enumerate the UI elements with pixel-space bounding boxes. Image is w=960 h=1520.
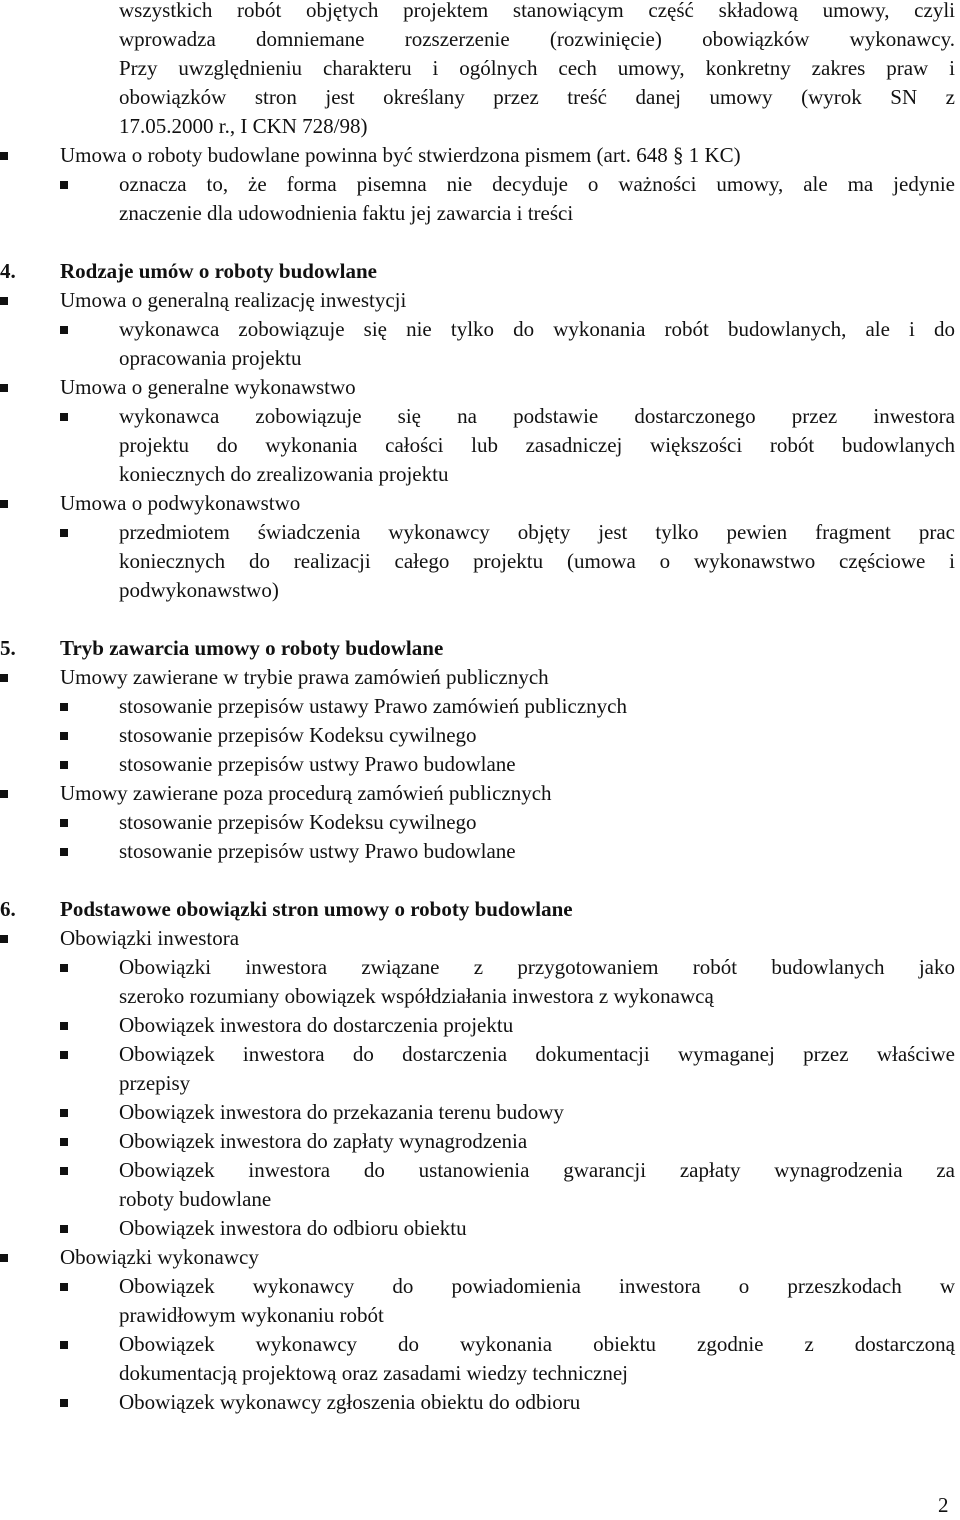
s6-con-2-line-1: Obowiązek wykonawcy do wykonania obiektu zgodnie z dostarczoną [119,1332,955,1356]
s4-item-1-sub-line-1: wykonawca zobowiązuje się nie tylko do wykonania robót budowlanych, ale i do [119,317,955,341]
s6-con-1-line-2: prawidłowym wykonaniu robót [119,1303,384,1327]
bullet-square-icon [60,848,68,856]
s5-item-1-sub-2: stosowanie przepisów Kodeksu cywilnego [119,723,477,747]
bullet-square-icon [60,413,68,421]
s6-con-1-line-1: Obowiązek wykonawcy do powiadomienia inwestora o przeszkodach w [119,1274,955,1298]
bullet-square-icon [60,1109,68,1117]
s6-inv-1-line-2: szeroko rozumiany obowiązek współdziałania inwestora z wykonawcą [119,984,714,1008]
s5-item-1-sub-3: stosowanie przepisów ustwy Prawo budowlane [119,752,516,776]
bullet-square-icon [60,1283,68,1291]
s5-item-1-sub-1: stosowanie przepisów ustawy Prawo zamówień publicznych [119,694,627,718]
s4-item-3-sub-line-1: przedmiotem świadczenia wykonawcy objęty jest tylko pewien fragment prac [119,520,955,544]
bullet-square-icon [0,1254,8,1262]
s6-contractor: Obowiązki wykonawcy [60,1245,259,1269]
bullet-square-icon [0,297,8,305]
bullet-square-icon [60,1022,68,1030]
intro-line-2: wprowadza domniemane rozszerzenie (rozwinięcie) obowiązków wykonawcy. [119,27,955,51]
bullet-square-icon [60,703,68,711]
s4-item-1: Umowa o generalną realizację inwestycji [60,288,407,312]
section-6-number: 6. [0,897,16,921]
bullet-square-icon [60,1399,68,1407]
section-4-title: Rodzaje umów o roboty budowlane [60,259,377,283]
form-sub-line-1: oznacza to, że forma pisemna nie decyduje o ważności umowy, ale ma jedynie [119,172,955,196]
form-main: Umowa o roboty budowlane powinna być stwierdzona pismem (art. 648 § 1 KC) [60,143,741,167]
bullet-square-icon [60,761,68,769]
bullet-square-icon [60,732,68,740]
s6-inv-3-line-2: przepisy [119,1071,191,1095]
s4-item-1-sub-line-2: opracowania projektu [119,346,302,370]
s6-investor: Obowiązki inwestora [60,926,240,950]
bullet-square-icon [60,1225,68,1233]
bullet-square-icon [60,964,68,972]
s4-item-2: Umowa o generalne wykonawstwo [60,375,356,399]
s4-item-3-sub-line-2: koniecznych do realizacji całego projektu (umowa o wykonawstwo częściowe i [119,549,955,573]
intro-line-3: Przy uwzględnieniu charakteru i ogólnych cech umowy, konkretny zakres praw i [119,56,955,80]
bullet-square-icon [60,181,68,189]
s5-item-2: Umowy zawierane poza procedurą zamówień publicznych [60,781,552,805]
s6-inv-7: Obowiązek inwestora do odbioru obiektu [119,1216,467,1240]
intro-line-1: wszystkich robót objętych projektem stanowiącym część składową umowy, czyli [119,0,955,22]
s4-item-3-sub-line-3: podwykonawstwo) [119,578,279,602]
s6-con-3: Obowiązek wykonawcy zgłoszenia obiektu do odbioru [119,1390,581,1414]
bullet-square-icon [60,1341,68,1349]
s6-inv-6-line-2: roboty budowlane [119,1187,272,1211]
bullet-square-icon [0,935,8,943]
intro-line-4: obowiązków stron jest określany przez treść danej umowy (wyrok SN z [119,85,955,109]
bullet-square-icon [60,1138,68,1146]
s6-inv-3-line-1: Obowiązek inwestora do dostarczenia dokumentacji wymaganej przez właściwe [119,1042,955,1066]
s4-item-3: Umowa o podwykonawstwo [60,491,301,515]
section-4-number: 4. [0,259,16,283]
intro-line-5: 17.05.2000 r., I CKN 728/98) [119,114,368,138]
s6-inv-2: Obowiązek inwestora do dostarczenia projektu [119,1013,514,1037]
s6-inv-6-line-1: Obowiązek inwestora do ustanowienia gwarancji zapłaty wynagrodzenia za [119,1158,955,1182]
s6-inv-1-line-1: Obowiązki inwestora związane z przygotowaniem robót budowlanych jako [119,955,955,979]
bullet-square-icon [60,1051,68,1059]
s6-inv-4: Obowiązek inwestora do przekazania terenu budowy [119,1100,564,1124]
bullet-square-icon [0,152,8,160]
s5-item-2-sub-2: stosowanie przepisów ustwy Prawo budowlane [119,839,516,863]
s6-con-2-line-2: dokumentacją projektową oraz zasadami wiedzy technicznej [119,1361,629,1385]
s5-item-2-sub-1: stosowanie przepisów Kodeksu cywilnego [119,810,477,834]
section-5-title: Tryb zawarcia umowy o roboty budowlane [60,636,444,660]
s4-item-2-sub-line-2: projektu do wykonania całości lub zasadniczej większości robót budowlanych [119,433,955,457]
bullet-square-icon [0,790,8,798]
section-5-number: 5. [0,636,16,660]
bullet-square-icon [60,1167,68,1175]
bullet-square-icon [0,384,8,392]
s5-item-1: Umowy zawierane w trybie prawa zamówień publicznych [60,665,549,689]
s4-item-2-sub-line-1: wykonawca zobowiązuje się na podstawie dostarczonego przez inwestora [119,404,955,428]
s4-item-2-sub-line-3: koniecznych do zrealizowania projektu [119,462,449,486]
s6-inv-5: Obowiązek inwestora do zapłaty wynagrodzenia [119,1129,528,1153]
section-6-title: Podstawowe obowiązki stron umowy o roboty budowlane [60,897,573,921]
bullet-square-icon [0,500,8,508]
bullet-square-icon [0,674,8,682]
form-sub-line-2: znaczenie dla udowodnienia faktu jej zawarcia i treści [119,201,574,225]
bullet-square-icon [60,326,68,334]
bullet-square-icon [60,819,68,827]
bullet-square-icon [60,529,68,537]
page-number: 2 [938,1493,949,1517]
